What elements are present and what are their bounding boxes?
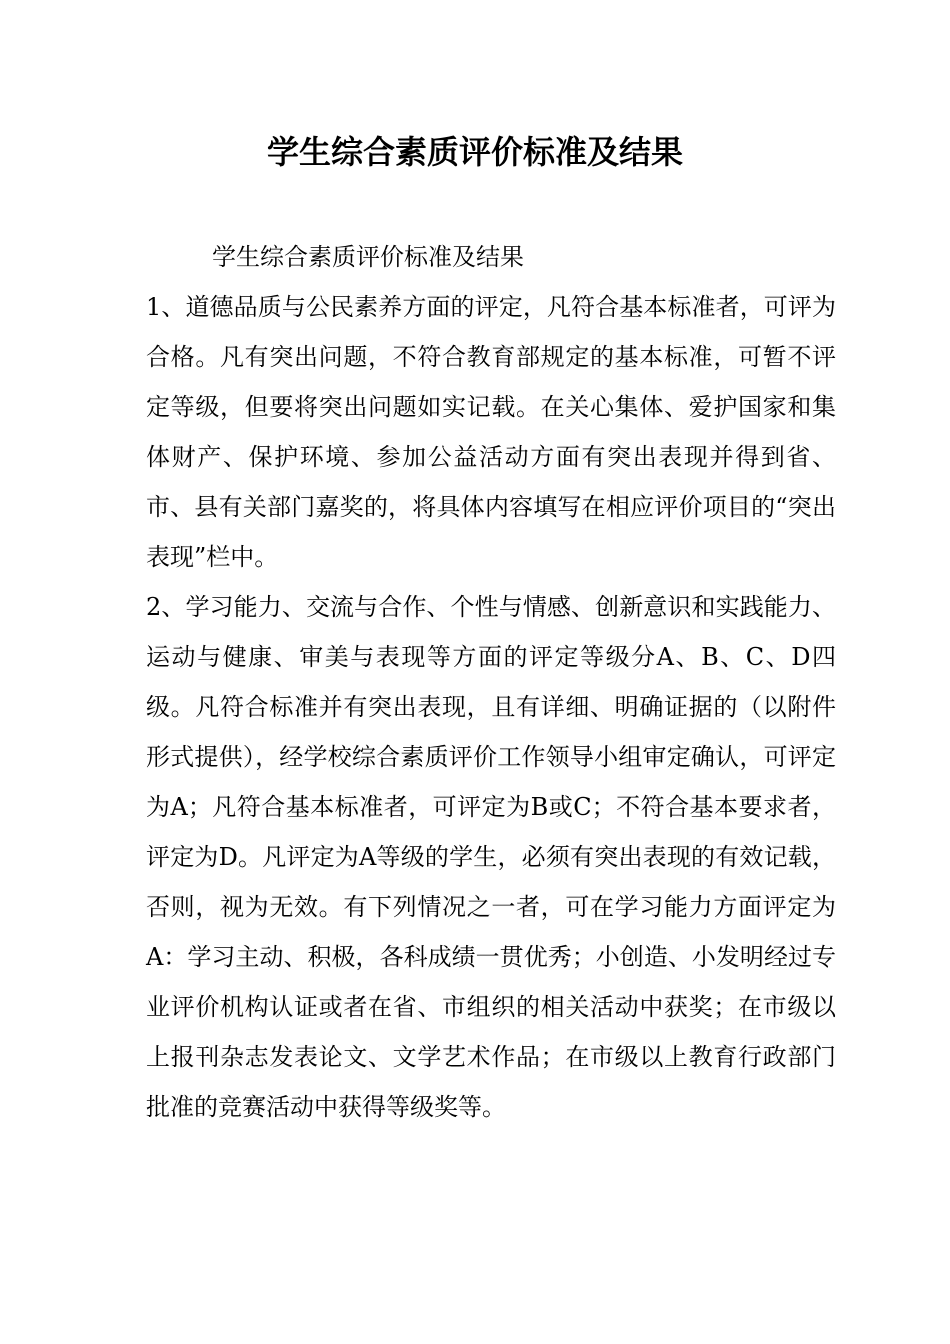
document-body (146, 232, 836, 1132)
paragraph-learning-ability: 2、学习能力、交流与合作、个性与情感、创新意识和实践能力、运动与健康、审美与表现等方面的评定等级分A、B、C、D四级。凡符合标准并有突出表现，且有详细、明确证据的（以附件形式提供），经学校综合素质评价工作领导小组审定确认，可评定为A；凡符合基本标准者，可评定为B或C；不符合基本要求者，评定为D。凡评定为A等级的学生，必须有突出表现的有效记载，否则，视为无效。有下列情况之一者，可在学习能力方面评定为A：学习主动、积极，各科成绩一贯优秀；小创造、小发明经过专业评价机构认证或者在省、市组织的相关活动中获奖；在市级以上报刊杂志发表论文、文学艺术作品；在市级以上教育行政部门批准的竞赛活动中获得等级奖等。 (146, 593, 836, 1121)
paragraph-moral-quality: 1、道德品质与公民素养方面的评定，凡符合基本标准者，可评为合格。凡有突出问题，不符合教育部规定的基本标准，可暂不评定等级，但要将突出问题如实记载。在关心集体、爱护国家和集体财产、保护环境、参加公益活动方面有突出表现并得到省、市、县有关部门嘉奖的，将具体内容填写在相应评价项目的“突出表现”栏中。 (146, 293, 836, 571)
document-subtitle: 学生综合素质评价标准及结果 (212, 243, 524, 271)
document-title: 学生综合素质评价标准及结果 (266, 133, 683, 171)
